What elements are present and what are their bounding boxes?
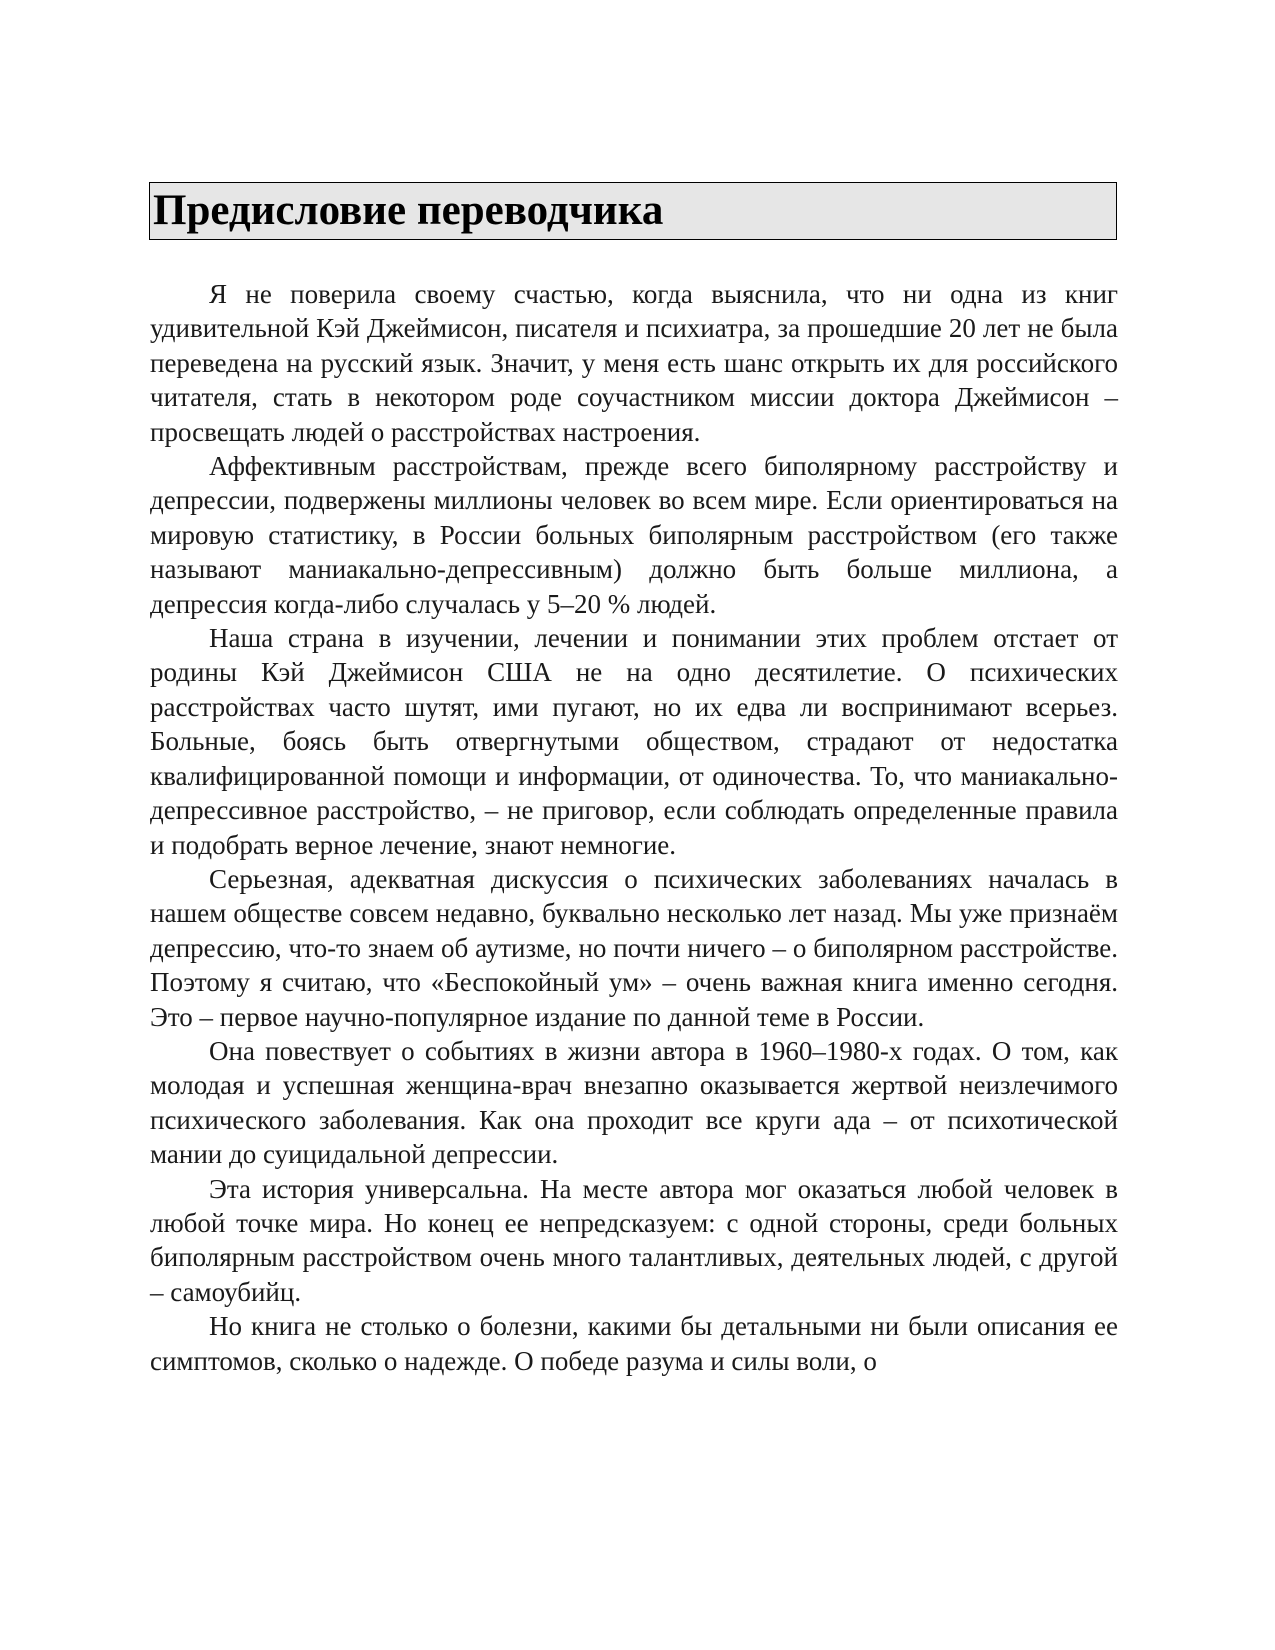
paragraph-2: Аффективным расстройствам, прежде всего биполярному расстройству и депрессии, подвержены миллионы человек во всем мире. Если ориентироваться на мировую статистику, в России больных биполярным расстройством (его также называют маниакально-депрессивным) должно быть больше миллиона, а депрессия когда-либо случалась у 5–20 % людей. [150, 451, 1118, 619]
body-text [150, 277, 1118, 1378]
paragraph-4: Серьезная, адекватная дискуссия о психических заболеваниях началась в нашем обществе совсем недавно, буквально несколько лет назад. Мы уже признаём депрессию, что-то знаем об аутизме, но почти ничего – о биполярном расстройстве. Поэтому я считаю, что «Беспокойный ум» – очень важная книга именно сегодня. Это – первое научно-популярное издание по данной теме в России. [150, 863, 1118, 1032]
paragraph-5: Она повествует о событиях в жизни автора в 1960–1980-х годах. О том, как молодая и успешная женщина-врач внезапно оказывается жертвой неизлечимого психического заболевания. Как она проходит все круги ада – от психотической мании до суицидальной депрессии. [150, 1035, 1118, 1170]
chapter-title-box [149, 182, 1117, 240]
paragraph-3: Наша страна в изучении, лечении и понимании этих проблем отстает от родины Кэй Джеймисон США не на одно десятилетие. О психических расстройствах часто шутят, ими пугают, но их едва ли воспринимают всерьез. Больные, боясь быть отвергнутыми обществом, страдают от недостатка квалифицированной помощи и информации, от одиночества. То, что маниакально-депрессивное расстройство, – не приговор, если соблюдать определенные правила и подобрать верное лечение, знают немногие. [150, 623, 1118, 860]
paragraph-7: Но книга не столько о болезни, какими бы детальными ни были описания ее симптомов, сколько о надежде. О победе разума и силы воли, о [150, 1311, 1118, 1376]
paragraph-6: Эта история универсальна. На месте автора мог оказаться любой человек в любой точке мира. Но конец ее непредсказуем: с одной стороны, среди больных биполярным расстройством очень много талантливых, деятельных людей, с другой – самоубийц. [150, 1173, 1118, 1307]
chapter-title: Предисловие переводчика [153, 187, 664, 234]
paragraph-1: Я не поверила своему счастью, когда выяснила, что ни одна из книг удивительной Кэй Джеймисон, писателя и психиатра, за прошедшие 20 лет не была переведена на русский язык. Значит, у меня есть шанс открыть их для российского читателя, стать в некотором роде соучастником миссии доктора Джеймисон – просвещать людей о расстройствах настроения. [150, 279, 1118, 447]
